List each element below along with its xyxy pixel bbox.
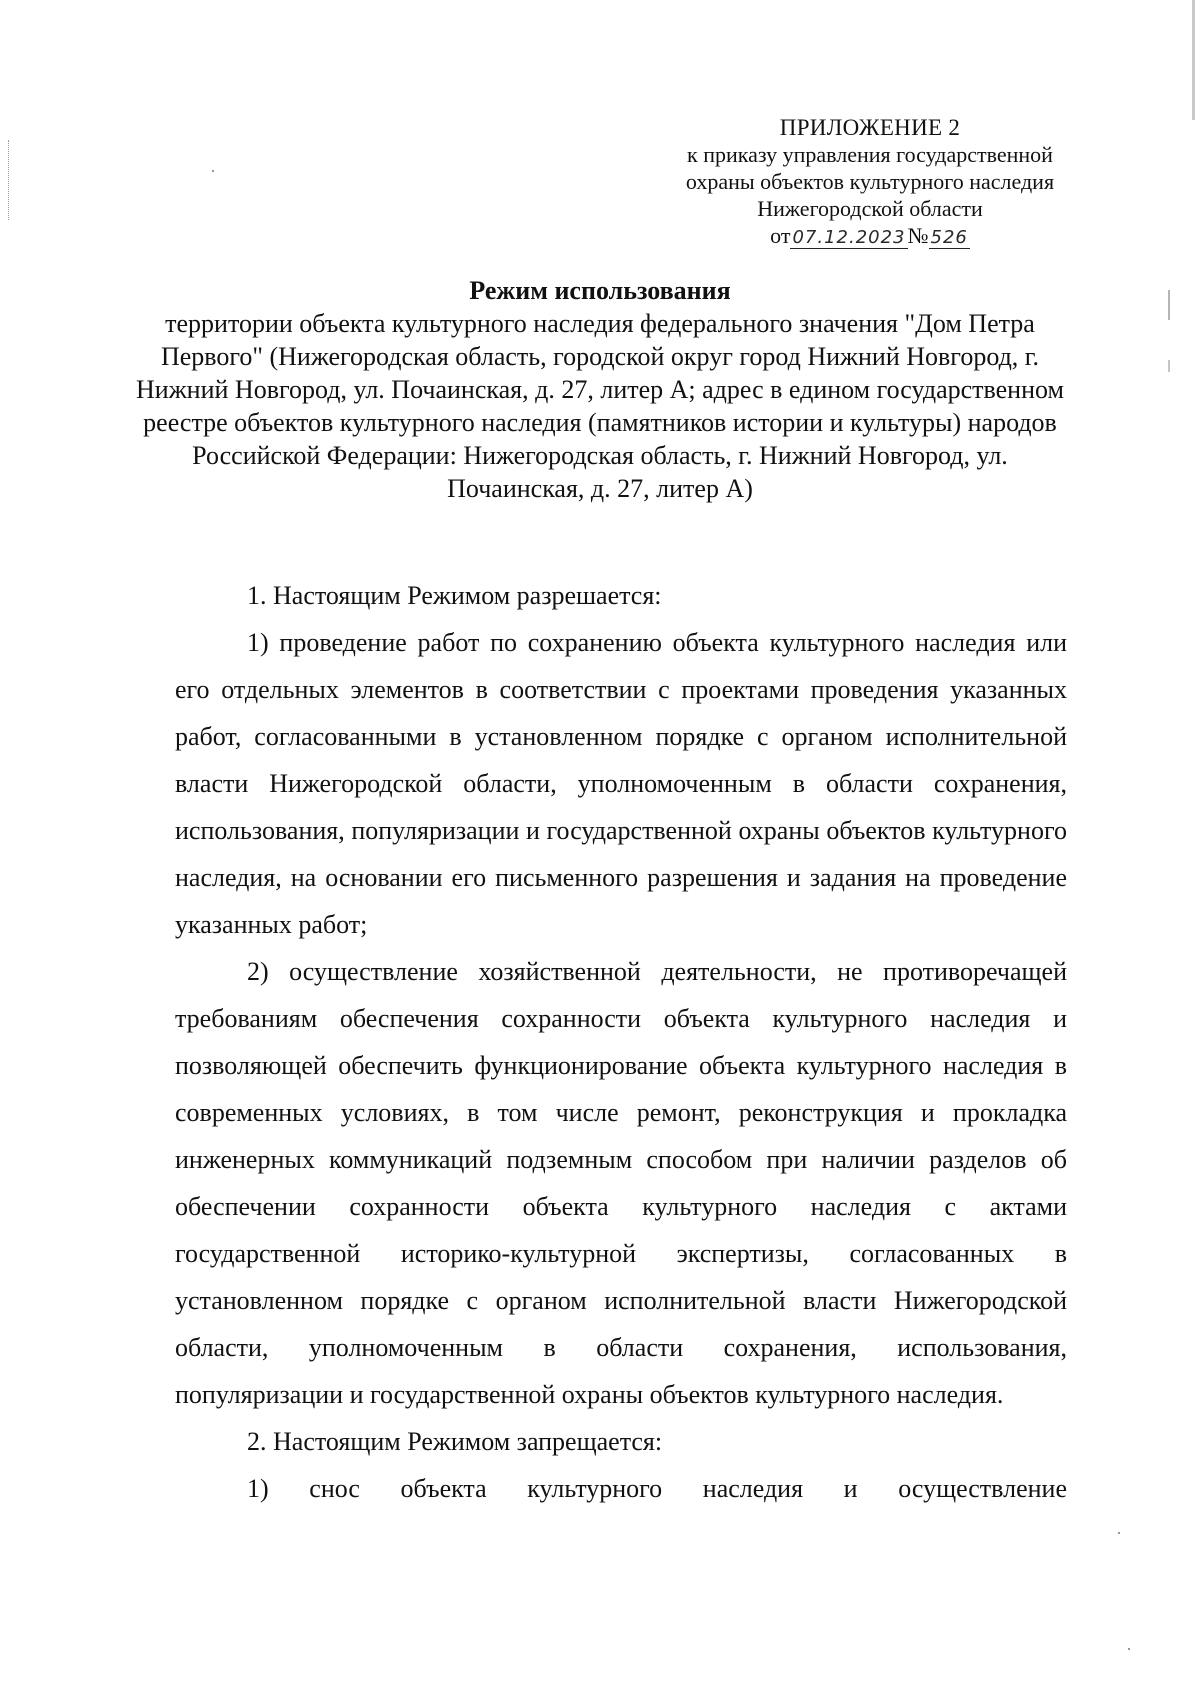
scan-artifact-right-small xyxy=(1168,360,1170,372)
section-2-title: 2. Настоящим Режимом запрещается: xyxy=(247,1427,663,1456)
scan-speck xyxy=(1118,1532,1120,1534)
number-prefix: № xyxy=(907,223,929,248)
appendix-header xyxy=(660,114,1080,251)
section-2-item-1: 1) снос объекта культурного наследия и осуществление xyxy=(247,1474,1067,1503)
scan-speck xyxy=(212,170,214,172)
section-1-title: 1. Настоящим Режимом разрешается: xyxy=(247,581,662,610)
section-1-item-1: 1) проведение работ по сохранению объекта культурного наследия или его отдельных элементов в соответствии с проектами проведения указанных работ, согласованными в установленном порядке с органом исполнительной власти Нижегородской области, уполномоченным в области сохранения, использования, популяризации и государственной охраны объектов культурного наследия, на основании его письменного разрешения и задания на проведение указанных работ; xyxy=(175,628,1067,939)
appendix-title: ПРИЛОЖЕНИЕ 2 xyxy=(779,115,961,140)
handwritten-date: 07.12.2023 xyxy=(792,227,906,248)
title-block xyxy=(130,274,1070,505)
document-body xyxy=(175,572,1067,1512)
appendix-line: охраны объектов культурного наследия xyxy=(685,169,1055,194)
scan-speck xyxy=(1128,1648,1130,1650)
appendix-date-line xyxy=(770,222,970,251)
handwritten-number: 526 xyxy=(930,227,968,248)
scan-artifact-right xyxy=(1168,290,1170,320)
section-1-item-2: 2) осуществление хозяйственной деятельности, не противоречащей требованиям обеспечения сохранности объекта культурного наследия и позволяющей обеспечить функционирование объекта культурного наследия в современных условиях, в том числе ремонт, реконструкция и прокладка инженерных коммуникаций подземным способом при наличии разделов об обеспечении сохранности объекта культурного наследия с актами государственной историко-культурной экспертизы, согласованных в установленном порядке с органом исполнительной власти Нижегородской области, уполномоченным в области сохранения, использования, популяризации и государственной охраны объектов культурного наследия. xyxy=(175,957,1067,1409)
appendix-line: к приказу управления государственной xyxy=(687,142,1053,167)
appendix-line: Нижегородской области xyxy=(757,196,983,221)
date-prefix: от xyxy=(770,223,791,248)
document-heading: Режим использования xyxy=(469,276,731,305)
scan-artifact-left xyxy=(8,140,10,220)
scan-artifact-right-top xyxy=(1192,0,1195,120)
document-subtitle: территории объекта культурного наследия федерального значения "Дом Петра Первого" (Нижегородская область, городской округ город Нижний Новгород, г. Нижний Новгород, ул. Почаинская, д. 27, литер А; адрес в едином государственном реестре объектов культурного наследия (памятников истории и культуры) народов Российской Федерации: Нижегородская область, г. Нижний Новгород, ул. Почаинская, д. 27, литер А) xyxy=(136,309,1064,503)
